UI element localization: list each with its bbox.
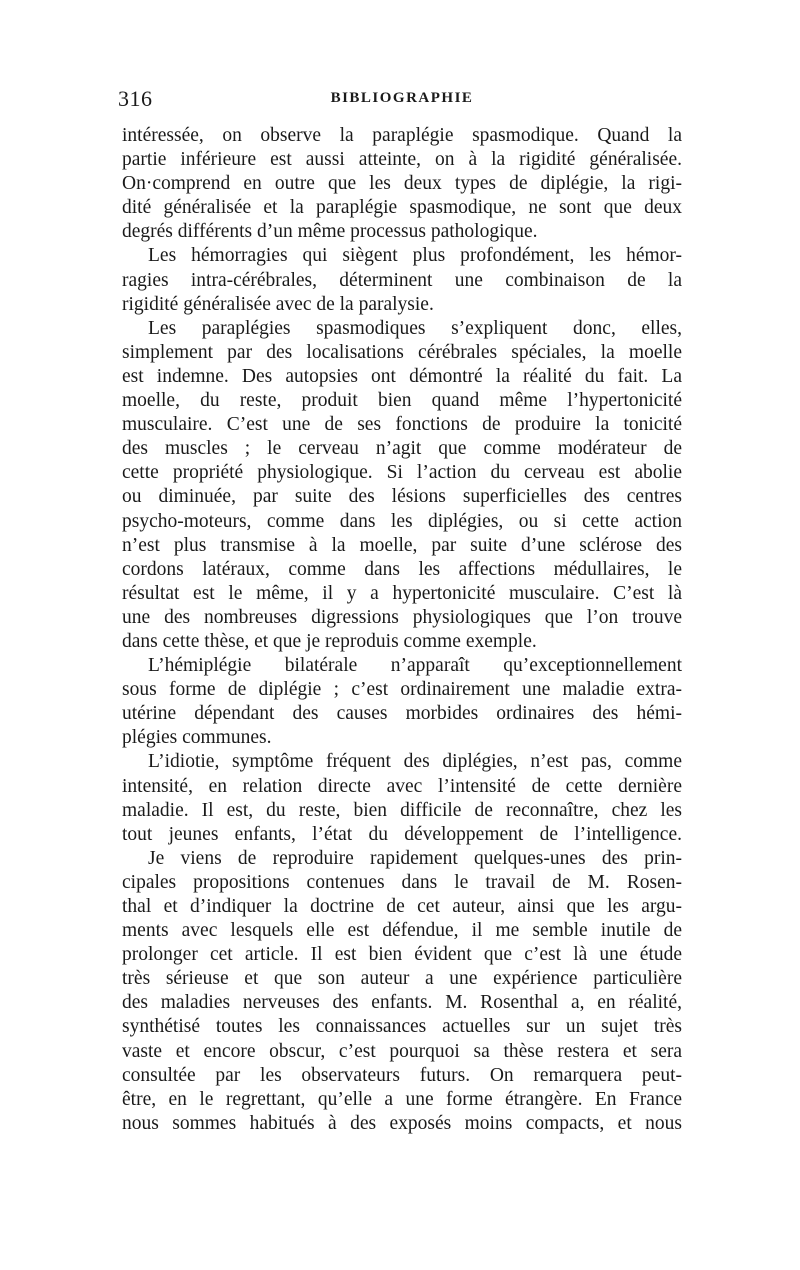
text-line: très sérieuse et que son auteur a une expérience particulière (122, 968, 682, 990)
text-line: des maladies nerveuses des enfants. M. Rosenthal a, en réalité, (122, 992, 682, 1014)
text-line: moelle, du reste, produit bien quand même l’hypertonicité (122, 390, 682, 412)
text-line: simplement par des localisations cérébrales spéciales, la moelle (122, 341, 682, 363)
text-line: dité généralisée et la paraplégie spasmodique, ne sont que deux (122, 197, 682, 219)
text-line: synthétisé toutes les connaissances actuelles sur un sujet très (122, 1016, 682, 1038)
text-line: Les paraplégies spasmodiques s’expliquent donc, elles, (148, 317, 682, 339)
text-line: thal et d’indiquer la doctrine de cet auteur, ainsi que les argu- (122, 896, 682, 917)
text-line: dans cette thèse, et que je reproduis comme exemple. (122, 630, 537, 652)
text-line: ments avec lesquels elle est défendue, il me semble inutile de (122, 920, 682, 942)
text-line: sous forme de diplégie ; c’est ordinairement une maladie extra- (122, 679, 682, 701)
text-line: utérine dépendant des causes morbides ordinaires des hémi- (122, 703, 682, 725)
text-line: psycho-moteurs, comme dans les diplégies, ou si cette action (122, 510, 682, 532)
text-line: cipales propositions contenues dans le travail de M. Rosen- (122, 871, 682, 893)
text-line: consultée par les observateurs futurs. On remarquera peut- (122, 1064, 682, 1086)
text-line: ou diminuée, par suite des lésions superficielles des centres (122, 486, 682, 508)
book-page (118, 86, 682, 1136)
text-line: Je viens de reproduire rapidement quelques-unes des prin- (148, 847, 682, 869)
text-line: une des nombreuses digressions physiologiques que l’on trouve (122, 606, 682, 628)
text-line: cette propriété physiologique. Si l’action du cerveau est abolie (122, 462, 682, 484)
text-line: vaste et encore obscur, c’est pourquoi sa thèse restera et sera (122, 1040, 682, 1062)
text-line: des muscles ; le cerveau n’agit que comme modérateur de (122, 438, 682, 460)
text-line: être, en le regrettant, qu’elle a une forme étrangère. En France (122, 1088, 682, 1110)
text-line: maladie. Il est, du reste, bien difficile de reconnaître, chez les (122, 799, 682, 821)
text-line: tout jeunes enfants, l’état du développement de l’intelligence. (122, 823, 682, 845)
text-line: ragies intra-cérébrales, déterminent une combinaison de la (122, 269, 682, 291)
text-line: nous sommes habitués à des exposés moins compacts, et nous (122, 1112, 682, 1134)
text-line: partie inférieure est aussi atteinte, on à la rigidité généralisée. (122, 149, 682, 171)
text-line: L’hémiplégie bilatérale n’apparaît qu’exceptionnellement (148, 655, 682, 677)
running-title: BIBLIOGRAPHIE (330, 90, 474, 106)
page-number: 316 (118, 86, 153, 111)
text-line: résultat est le même, il y a hypertonicité musculaire. C’est là (122, 582, 682, 604)
body-text (122, 124, 682, 1136)
text-line: musculaire. C’est une de ses fonctions de produire la tonicité (122, 414, 682, 436)
text-line: intéressée, on observe la paraplégie spasmodique. Quand la (122, 125, 682, 146)
text-line: n’est plus transmise à la moelle, par suite d’une sclérose des (122, 534, 682, 556)
text-line: cordons latéraux, comme dans les affections médullaires, le (122, 558, 682, 580)
text-line: est indemne. Des autopsies ont démontré la réalité du fait. La (122, 365, 682, 387)
running-head (118, 86, 682, 120)
text-line: L’idiotie, symptôme fréquent des diplégies, n’est pas, comme (148, 751, 682, 773)
text-line: rigidité généralisée avec de la paralysie. (122, 293, 434, 315)
text-line: Les hémorragies qui siègent plus profondément, les hémor- (148, 245, 682, 267)
text-line: On·comprend en outre que les deux types de diplégie, la rigi- (122, 173, 682, 195)
text-line: intensité, en relation directe avec l’intensité de cette dernière (122, 775, 682, 797)
text-line: degrés différents d’un même processus pathologique. (122, 221, 538, 243)
text-line: prolonger cet article. Il est bien évident que c’est là une étude (122, 944, 682, 966)
text-line: plégies communes. (122, 727, 272, 749)
